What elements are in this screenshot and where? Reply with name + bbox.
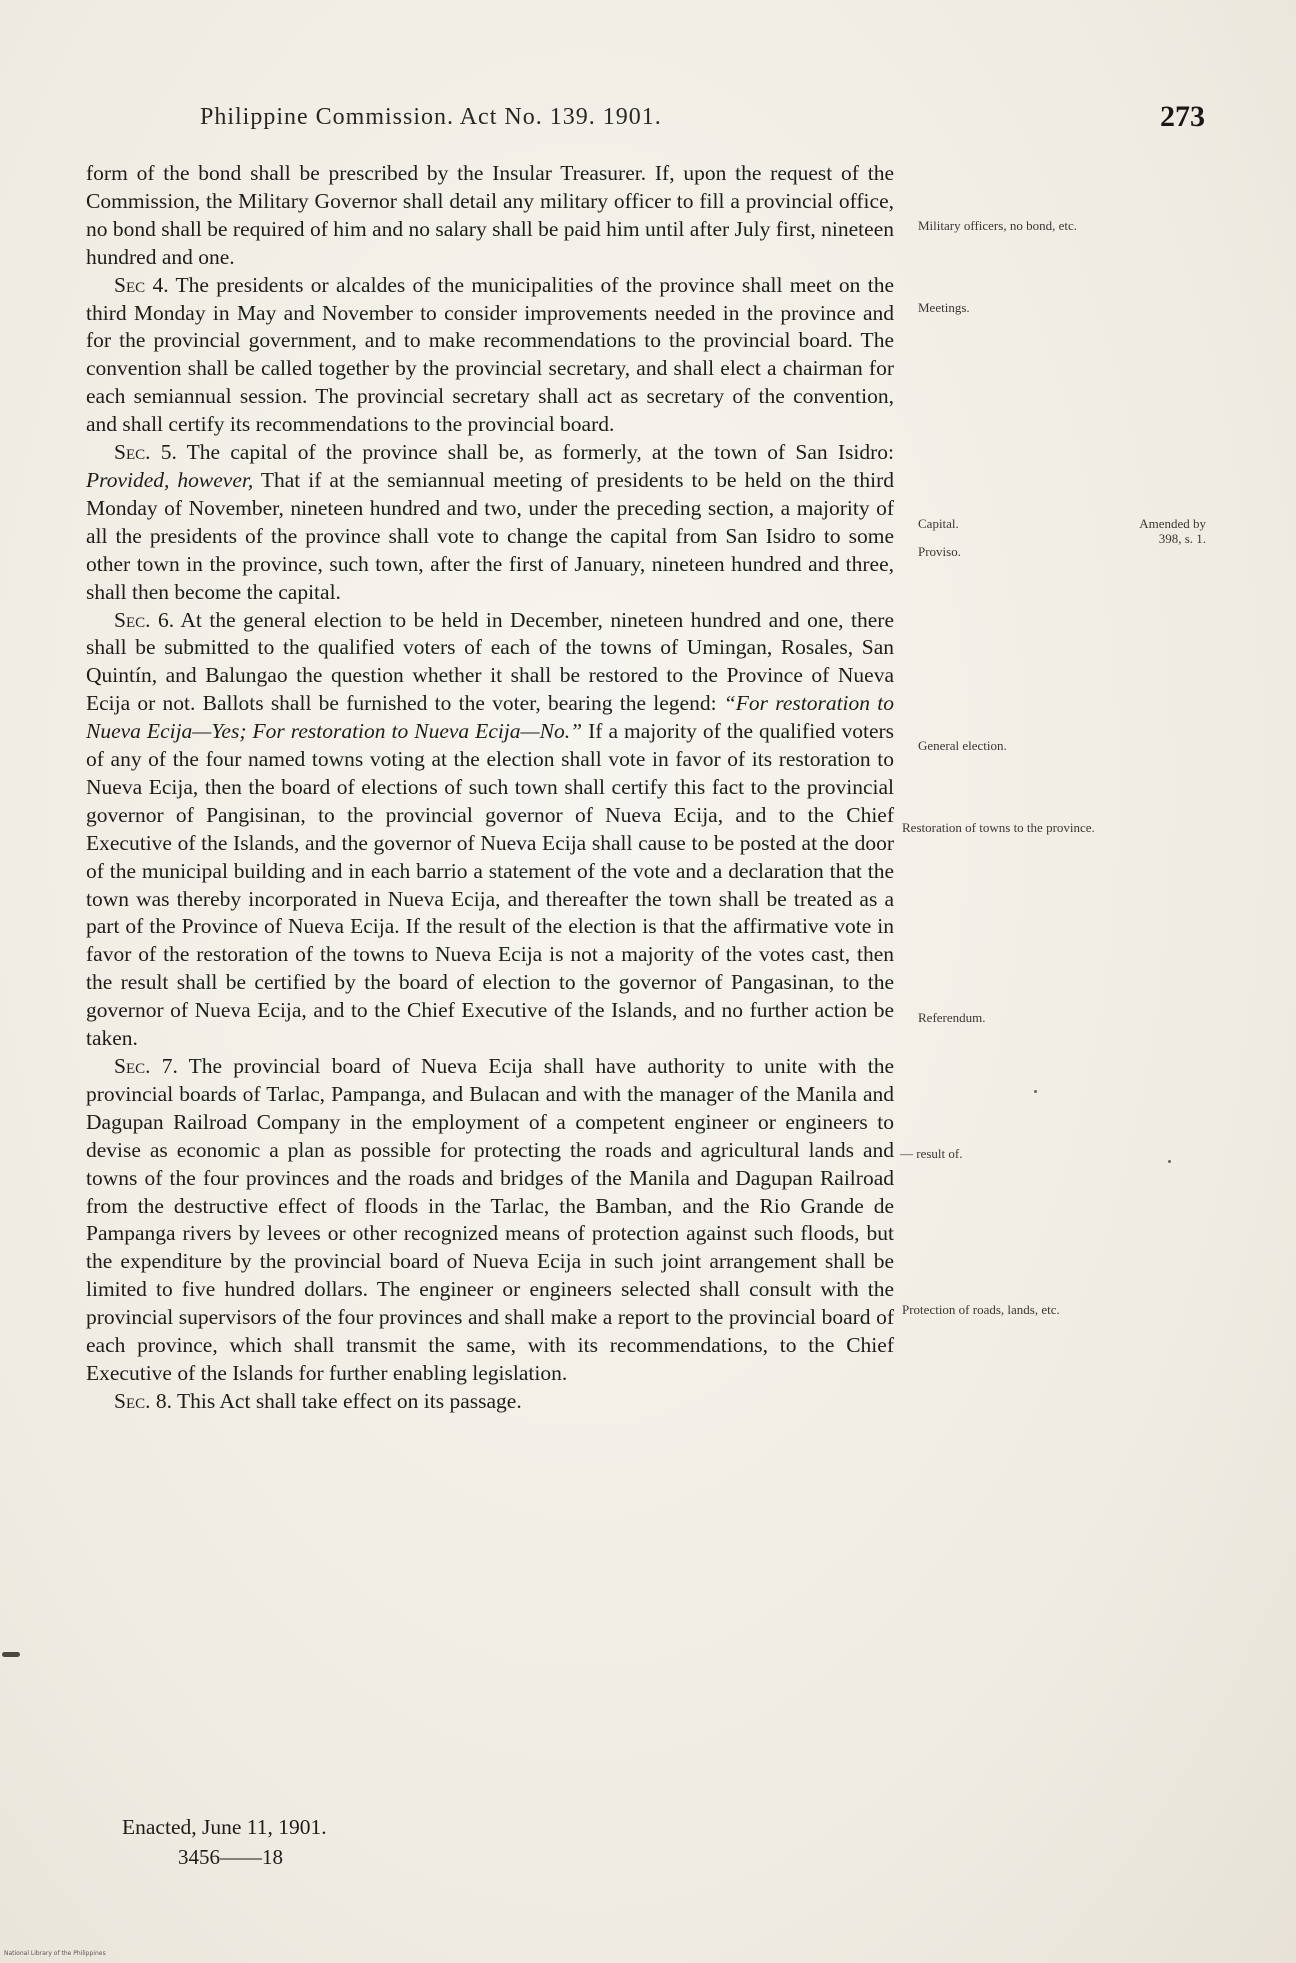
section-6 (86, 607, 894, 1054)
section-7-text: The provincial board of Nueva Ecija shall have authority to unite with the provincial boards of Tarlac, Pampanga, and Bulacan and with the manager of the Manila and Dagupan Railroad Company in the employment of a competent engineer or engineers to devise as economic a plan as possible for protecting the roads and agricultural lands and towns of the four provinces and the roads and bridges of the Manila and Dagupan Railroad from the destructive effect of floods in the Tarlac, the Bamban, and the Rio Grande de Pampanga rivers by levees or other recognized means of protection against such floods, but the expenditure by the provincial board of Nueva Ecija in such joint arrangement shall be limited to five hundred dollars. The engineer or engineers selected shall consult with the provincial supervisors of the four provinces and shall make a report to the provincial board of each province, which shall transmit the same, with its recommendations, to the Chief Executive of the Islands for further enabling legislation. (86, 1054, 895, 1385)
section-5-text-b: That if at the semiannual meeting of presidents to be held on the third Monday of November, nineteen hundred and two, under the preceding section, a majority of all the presidents of the province shall vote to change the capital from San Isidro to some other town in the province, such town, after the first of January, nineteen hundred and three, shall then become the capital. (86, 467, 894, 604)
section-8-label: Sec. 8. (114, 1388, 172, 1413)
section-6-text-a: At the general election to be held in December, nineteen hundred and one, there shall be submitted to the qualified voters of each of the towns of Umingan, Rosales, San Quintín, and Balungao the question whether it shall be restored to the Province of Nueva Ecija or not. Ballots shall be furnished to the voter, bearing the legend: (86, 607, 894, 716)
margin-note-protection: Protection of roads, lands, etc. (902, 1302, 1060, 1317)
section-5-proviso: Provided, however, (86, 467, 254, 492)
library-footer-tag: National Library of the Philippines (4, 1950, 106, 1957)
section-6-label: Sec. 6. (114, 607, 175, 632)
margin-note-capital: Capital. (918, 516, 959, 531)
ballot-legend: “For restoration to Nueva Ecija—Yes; For restoration to Nueva Ecija—No.” (86, 691, 894, 744)
section-4-label: Sec 4. (114, 272, 169, 297)
margin-note-result: — result of. (900, 1146, 963, 1161)
section-7 (86, 1053, 894, 1388)
section-4-text: The presidents or alcaldes of the municipalities of the province shall meet on the third Monday in May and November to consider improvements needed in the province and for the provincial government, and to make recommendations to the provincial board. The convention shall be called together by the provincial secretary, and shall elect a chairman for each semiannual session. The provincial secretary shall act as secretary of the convention, and shall certify its recommendations to the provincial board. (86, 272, 894, 437)
margin-note-general-election: General election. (918, 738, 1007, 753)
section-8 (86, 1388, 894, 1416)
print-signature: 3456——18 (178, 1845, 283, 1869)
paragraph-sec3-continuation: form of the bond shall be prescribed by the Insular Treasurer. If, upon the request of the Commission, the Military Governor shall detail any military officer to fill a provincial office, no bond shall be required of him and no salary shall be paid him until after July first, nineteen hundred and one. (86, 161, 894, 269)
scan-speck (1168, 1160, 1171, 1163)
section-7-label: Sec. 7. (114, 1054, 178, 1078)
section-5 (86, 439, 894, 606)
section-4 (86, 272, 894, 439)
enacted-date: Enacted, June 11, 1901. (122, 1815, 327, 1839)
section-8-text: This Act shall take effect on its passage. (172, 1388, 522, 1413)
section-5-label: Sec. 5. (114, 440, 177, 465)
margin-note-proviso: Proviso. (918, 544, 961, 559)
margin-note-referendum: Referendum. (918, 1010, 986, 1025)
margin-note-restoration: Restoration of towns to the province. (902, 820, 1095, 835)
scan-speck (1034, 1090, 1037, 1093)
margin-note-military: Military officers, no bond, etc. (918, 218, 1077, 233)
margin-note-meetings: Meetings. (918, 300, 970, 315)
act-body (86, 160, 894, 1416)
margin-note-amended: Amended by 398, s. 1. (1139, 516, 1206, 546)
section-6-text-b: If a majority of the qualified voters of any of the four named towns voting at the election shall vote in favor of its restoration to Nueva Ecija, then the board of elections of such town shall certify this fact to the provincial governor of Pangisinan, to the provincial governor of Nueva Ecija, and to the Chief Executive of the Islands, and the governor of Nueva Ecija shall cause to be posted at the door of the municipal building and in each barrio a statement of the vote and a declaration that the town was thereby incorporated in Nueva Ecija, and thereafter the town shall be treated as a part of the Province of Nueva Ecija. If the result of the election is that the affirmative vote in favor of the restoration of the towns to Nueva Ecija is not a majority of the votes cast, then the result shall be certified by the board of election to the governor of Pangasinan, to the governor of Nueva Ecija, and to the Chief Executive of the Islands, and no further action be taken. (86, 719, 895, 1051)
page-number: 273 (1160, 100, 1205, 133)
scan-mark (2, 1652, 20, 1657)
section-5-text-a: The capital of the province shall be, as formerly, at the town of San Isidro: (176, 440, 895, 465)
running-head: Philippine Commission. Act No. 139. 1901. (200, 104, 662, 130)
